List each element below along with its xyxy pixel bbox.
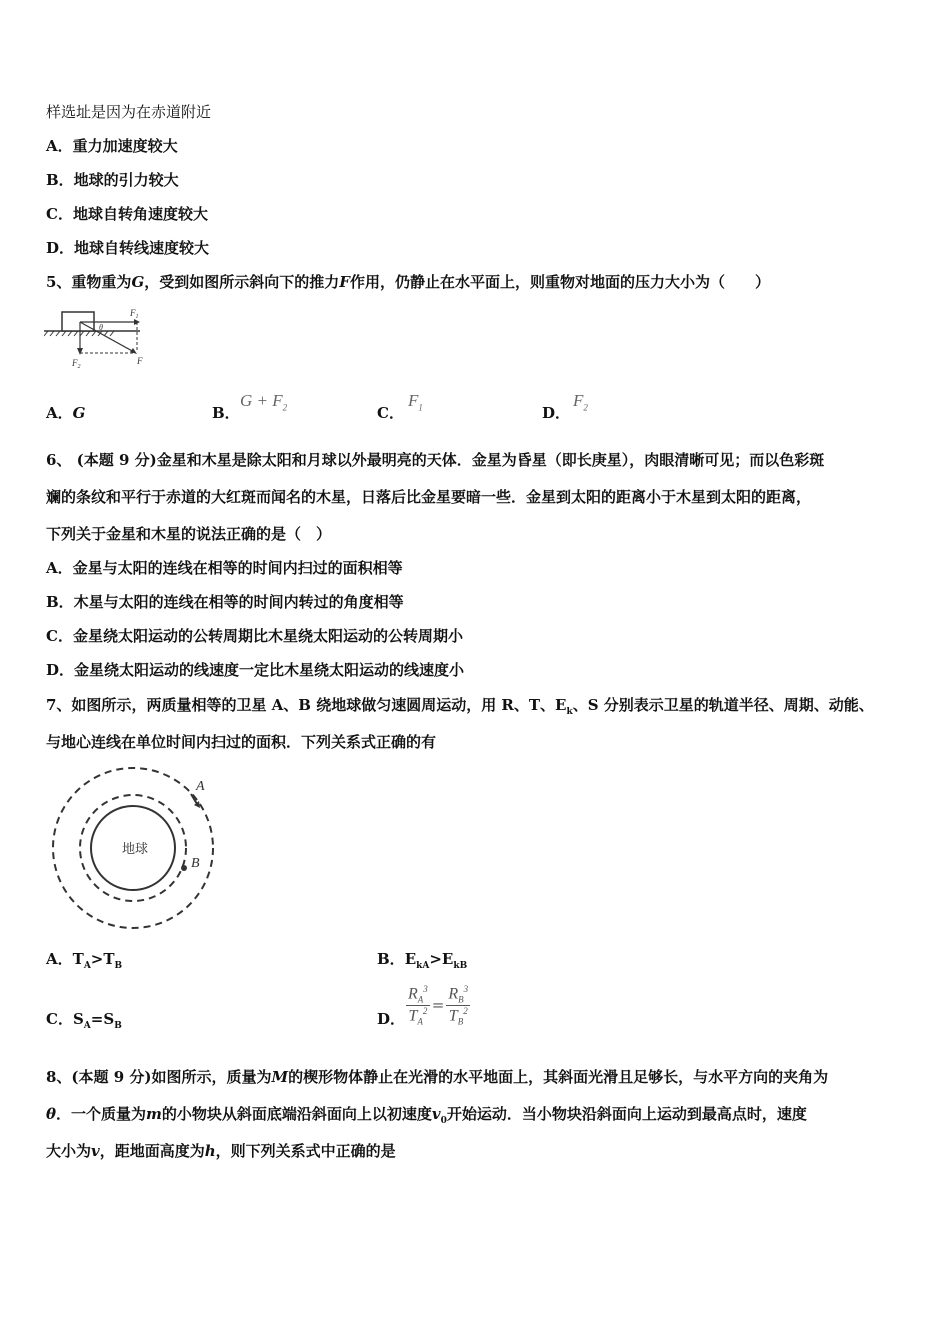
q7-option-c: C．$S_A=S_B$: [46, 1010, 122, 1031]
q5-option-d-value: $F_2$: [573, 391, 588, 413]
q8-stem-line-2: θ．一个质量为m的小物块从斜面底端沿斜面向上以初速度$v_0$开始运动．当小物块沿斜面向上运动到最高点时，速度: [46, 1105, 807, 1126]
q5-option-c-value: $F_1$: [408, 391, 423, 413]
q6-stem-line-3: 下列关于金星和木星的说法正确的是（ ）: [46, 525, 332, 543]
q4-option-d: D．地球自转线速度较大: [46, 239, 210, 257]
q8-stem-line-1: 8、(本题 9 分)如图所示，质量为M的楔形物体静止在光滑的水平地面上，其斜面光滑且足够长，与水平方向的夹角为: [46, 1068, 829, 1086]
q5-option-d-label: D．: [542, 404, 571, 422]
q5-option-a-value: G: [72, 404, 86, 422]
q5-option-b-value: $G + F_2$: [240, 391, 288, 413]
q5-stem-mid: ，受到如图所示斜向下的推力: [144, 273, 340, 291]
q5-stem-post: 作用，仍静止在水平面上，则重物对地面的压力大小为（ ）: [349, 273, 770, 291]
label-theta: θ: [99, 323, 103, 332]
q4-option-a: A．重力加速度较大: [46, 137, 178, 155]
q6-option-d: D．金星绕太阳运动的线速度一定比木星绕太阳运动的线速度小: [46, 661, 465, 679]
q5-force-diagram: [44, 306, 156, 372]
fraction-b: $\frac{R_B^3}{T_B^2}$: [448, 984, 469, 1027]
q7-option-b: B．$E_{kA}>E_{kB}$: [377, 950, 468, 971]
q5-option-a-label: A．: [46, 404, 73, 422]
q4-option-b: B．地球的引力较大: [46, 171, 179, 189]
q7-option-d-formula: $\frac{R_A^3}{T_A^2}$ = $\frac{R_B^3}{T_B^2}$: [408, 984, 469, 1027]
satellite-b-dot: [181, 865, 187, 871]
q5-option-b-label: B．: [212, 404, 240, 422]
force-f-arrow: [80, 322, 134, 352]
q4-option-c: C．地球自转角速度较大: [46, 205, 208, 223]
q6-option-b: B．木星与太阳的连线在相等的时间内转过的角度相等: [46, 593, 404, 611]
q6-stem-line-2: 斓的条纹和平行于赤道的大红斑而闻名的木星，日落后比金星要暗一些．金星到太阳的距离小于木星到太阳的距离，: [46, 488, 812, 506]
q6-stem-line-1: 6、 (本题 9 分)金星和木星是除太阳和月球以外最明亮的天体．金星为昏星（即长庚星），肉眼清晰可见；而以色彩斑: [46, 451, 825, 469]
text-line-intro: 样选址是因为在赤道附近: [46, 103, 212, 121]
fraction-a: $\frac{R_A^3}{T_A^2}$: [408, 984, 428, 1027]
q6-option-a: A．金星与太阳的连线在相等的时间内扫过的面积相等: [46, 559, 403, 577]
q7-stem-line-1: 7、如图所示，两质量相等的卫星 A、B 绕地球做匀速圆周运动，用 R、T、$E_k$、S 分别表示卫星的轨道半径、周期、动能、: [46, 696, 874, 717]
q5-stem-pre: 5、重物重为: [46, 273, 132, 291]
label-f: F: [137, 356, 143, 366]
q5-option-a: [46, 403, 85, 423]
q7-option-a: A．$T_A>T_B$: [46, 950, 123, 971]
q7-orbit-diagram: [50, 764, 222, 932]
q8-stem-line-3: 大小为v，距地面高度为h，则下列关系式中正确的是: [46, 1142, 396, 1160]
q5-option-c-label: C．: [377, 404, 404, 422]
q7-stem-line-2: 与地心连线在单位时间内扫过的面积．下列关系式正确的有: [46, 733, 437, 751]
q6-option-c: C．金星绕太阳运动的公转周期比木星绕太阳运动的公转周期小: [46, 627, 463, 645]
q5-var-f: F: [339, 273, 350, 291]
satellite-b-label: B: [191, 856, 200, 871]
label-f1: $F_1$: [130, 308, 139, 320]
q5-stem: [46, 272, 770, 292]
q7-option-d-label: D．: [377, 1010, 406, 1028]
label-f2: $F_2$: [72, 358, 81, 370]
satellite-a-label: A: [196, 779, 205, 794]
earth-label: 地球: [122, 842, 149, 857]
q5-var-g: G: [131, 273, 145, 291]
